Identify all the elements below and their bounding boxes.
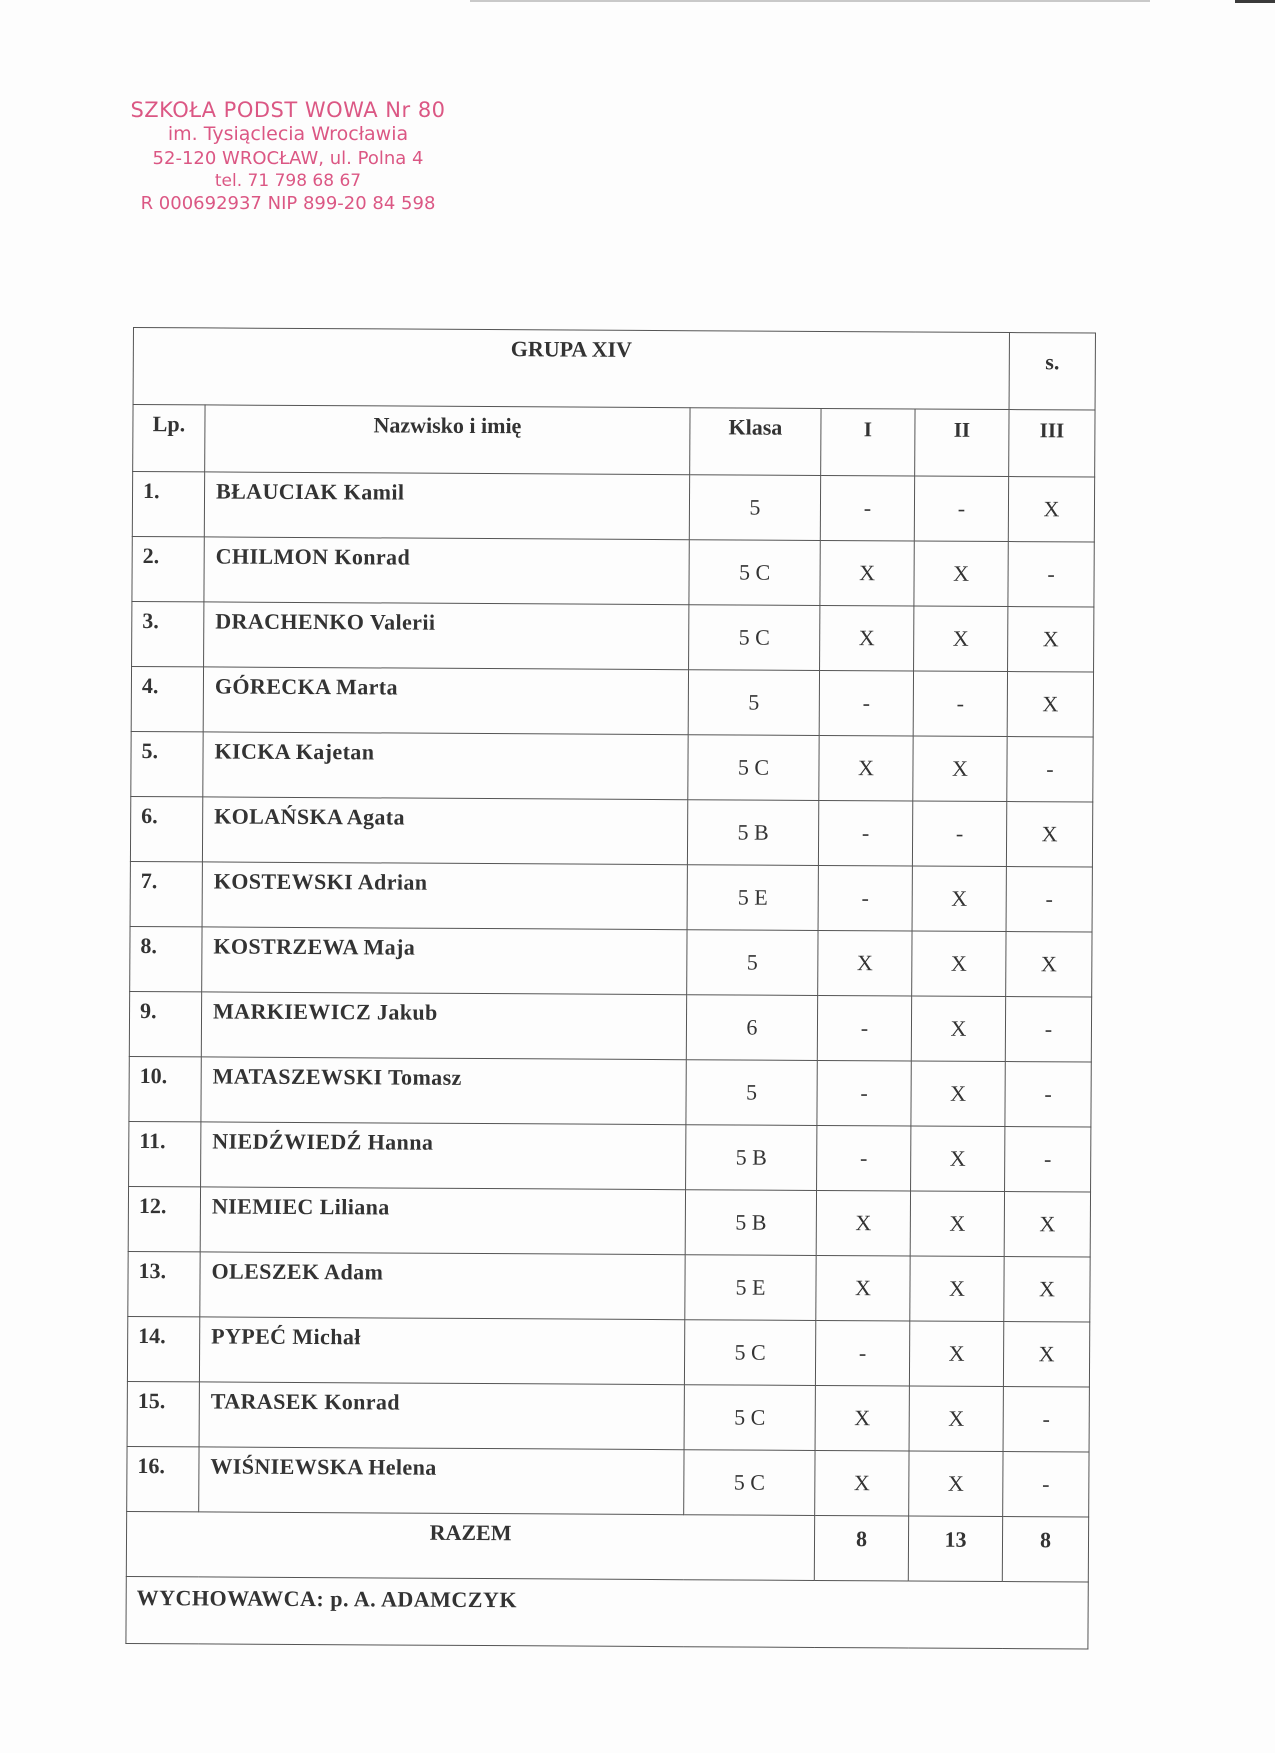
mark-s2: - [914,476,1008,542]
mark-s1: X [818,930,912,996]
mark-s1: X [820,605,914,671]
mark-s2: - [913,671,1007,737]
table-row [128,1251,1090,1322]
mark-s2: X [913,736,1007,802]
total-s3: 8 [1002,1517,1088,1582]
mark-s1: - [815,1320,909,1386]
table-row [131,731,1093,802]
student-name: BŁAUCIAK Kamil [204,472,689,540]
student-name: OLESZEK Adam [200,1252,685,1320]
header-s3: III [1009,410,1095,477]
stamp-line-patron: im. Tysiąclecia Wrocławia [167,123,409,145]
mark-s1: - [819,670,913,736]
stamp-line-phone: tel. 71 798 68 67 [214,171,362,191]
table-row [129,1121,1091,1192]
table-row [127,1316,1089,1387]
student-class: 6 [686,995,817,1061]
student-class: 5 C [689,605,820,671]
mark-s3: X [1006,932,1092,997]
mark-s2: X [914,541,1008,607]
student-name: MATASZEWSKI Tomasz [201,1057,686,1125]
mark-s3: - [1006,867,1092,932]
mark-s3: X [1004,1257,1090,1322]
mark-s2: X [911,1126,1005,1192]
mark-s1: X [819,735,913,801]
header-name: Nazwisko i imię [205,405,690,475]
row-number: 12. [128,1186,200,1251]
table-row [130,796,1092,867]
header-s2: II [915,409,1009,477]
student-class: 5 [687,930,818,996]
table-row [130,861,1092,932]
mark-s3: X [1004,1192,1090,1257]
student-class: 5 B [687,800,818,866]
stamp-line-school-name: SZKOŁA PODST WOWA Nr 80 [130,98,446,122]
table-row [132,536,1094,607]
mark-s3: - [1008,542,1094,607]
header-klasa: Klasa [690,408,821,476]
student-name: PYPEĆ Michał [199,1317,684,1385]
student-class: 5 [688,670,819,736]
table-row [132,601,1094,672]
table-row [128,1186,1090,1257]
mark-s1: X [816,1190,910,1256]
homeroom-teacher: WYCHOWAWCA: p. A. ADAMCZYK [126,1576,1088,1649]
row-number: 3. [132,601,204,666]
mark-s1: - [817,1125,911,1191]
table-title-row [133,328,1095,411]
mark-s1: - [818,865,912,931]
student-name: NIEMIEC Liliana [200,1187,685,1255]
mark-s3: X [1008,477,1094,542]
mark-s3: - [1003,1452,1089,1517]
table-row [131,666,1093,737]
student-name: DRACHENKO Valerii [204,602,689,670]
row-number: 9. [129,991,201,1056]
student-name: KICKA Kajetan [203,732,688,800]
row-number: 13. [128,1251,200,1316]
student-name: KOSTEWSKI Adrian [202,862,687,930]
table-row [129,991,1091,1062]
table-row [127,1446,1089,1517]
mark-s2: - [912,801,1006,867]
school-stamp [118,98,458,214]
row-number: 14. [127,1316,199,1381]
mark-s3: X [1006,802,1092,867]
student-name: KOLAŃSKA Agata [202,797,687,865]
table-row [130,926,1092,997]
group-table [125,327,1096,1650]
table-row [127,1381,1089,1452]
teacher-row [126,1576,1088,1649]
student-class: 5 [686,1060,817,1126]
mark-s2: X [909,1321,1003,1387]
header-lp: Lp. [133,405,205,472]
table-row [132,472,1094,543]
mark-s3: X [1007,672,1093,737]
stamp-line-address: 52-120 WROCŁAW, ul. Polna 4 [152,148,424,169]
group-title: GRUPA XIV [133,328,1009,410]
student-class: 5 B [686,1125,817,1191]
scan-edge-line [470,0,1150,2]
mark-s2: X [909,1386,1003,1452]
row-number: 4. [131,666,203,731]
mark-s3: - [1003,1387,1089,1452]
student-name: CHILMON Konrad [204,537,689,605]
mark-s2: X [911,996,1005,1062]
student-name: GÓRECKA Marta [203,667,688,735]
stamp-line-registry: R 000692937 NIP 899-20 84 598 [140,193,436,214]
row-number: 16. [127,1446,199,1511]
mark-s2: X [912,931,1006,997]
totals-label: RAZEM [126,1511,814,1580]
scan-corner-mark [1235,0,1275,3]
mark-s3: - [1007,737,1093,802]
row-number: 6. [130,796,202,861]
mark-s1: X [815,1450,909,1516]
student-name: KOSTRZEWA Maja [202,927,687,995]
student-class: 5 B [685,1190,816,1256]
mark-s1: X [815,1385,909,1451]
student-class: 5 C [684,1385,815,1451]
student-name: MARKIEWICZ Jakub [201,992,686,1060]
row-number: 11. [129,1121,201,1186]
group-table-container [125,327,1095,1650]
table-row [129,1056,1091,1127]
s-header: s. [1009,333,1095,410]
student-class: 5 C [689,540,820,606]
mark-s1: - [817,1060,911,1126]
row-number: 2. [132,536,204,601]
mark-s1: X [816,1255,910,1321]
student-class: 5 C [684,1320,815,1386]
row-number: 1. [132,472,204,537]
mark-s1: - [820,475,914,541]
mark-s2: X [909,1451,1003,1517]
mark-s3: X [1008,607,1094,672]
mark-s3: - [1005,1127,1091,1192]
mark-s2: X [914,606,1008,672]
student-class: 5 C [688,735,819,801]
student-name: NIEDŹWIEDŹ Hanna [201,1122,686,1190]
mark-s2: X [912,866,1006,932]
student-class: 5 E [687,865,818,931]
mark-s3: - [1005,1062,1091,1127]
student-class: 5 E [685,1255,816,1321]
student-name: TARASEK Konrad [199,1382,684,1450]
header-s1: I [821,408,915,476]
mark-s2: X [911,1061,1005,1127]
mark-s3: - [1005,997,1091,1062]
total-s1: 8 [814,1515,908,1581]
row-number: 5. [131,731,203,796]
student-name: WIŚNIEWSKA Helena [199,1447,684,1515]
row-number: 10. [129,1056,201,1121]
mark-s1: - [817,995,911,1061]
row-number: 8. [130,926,202,991]
row-number: 15. [127,1381,199,1446]
total-s2: 13 [908,1516,1002,1582]
row-number: 7. [130,861,202,926]
mark-s3: X [1003,1322,1089,1387]
mark-s2: X [910,1191,1004,1257]
mark-s1: - [818,800,912,866]
mark-s1: X [820,540,914,606]
student-class: 5 C [684,1450,815,1516]
table-header-row [133,405,1095,478]
totals-row [126,1511,1088,1582]
mark-s2: X [910,1256,1004,1322]
student-class: 5 [689,475,820,541]
